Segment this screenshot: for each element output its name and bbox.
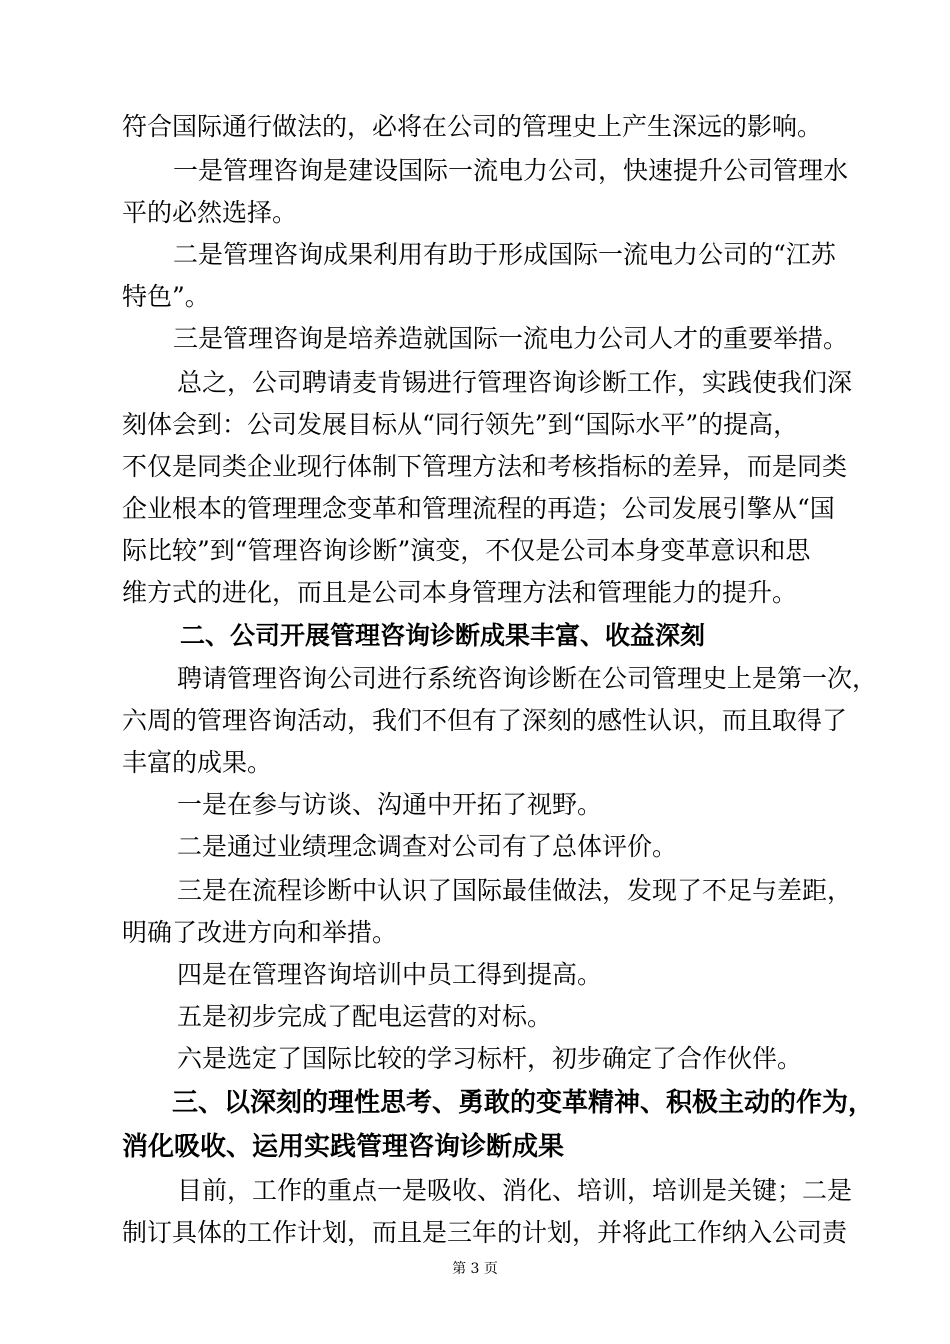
body-line: 制订具体的工作计划，而且是三年的计划，并将此工作纳入公司责 [122,1218,848,1247]
body-line: 一是管理咨询是建设国际一流电力公司，快速提升公司管理水 [173,156,849,185]
body-line: 企业根本的管理理念变革和管理流程的再造；公司发展引擎从“国 [122,494,835,523]
body-line: 特色”。 [122,282,210,311]
body-line: 三是在流程诊断中认识了国际最佳做法，发现了不足与差距， [177,876,853,905]
body-line: 一是在参与访谈、沟通中开拓了视野。 [177,790,603,819]
body-line: 二是通过业绩理念调查对公司有了总体评价。 [177,832,678,861]
body-line: 总之，公司聘请麦肯锡进行管理咨询诊断工作，实践使我们深 [177,368,853,397]
body-line: 丰富的成果。 [122,748,273,777]
section-heading: 三、以深刻的理性思考、勇敢的变革精神、积极主动的作为， [172,1088,875,1118]
body-line: 三是管理咨询是培养造就国际一流电力公司人才的重要举措。 [173,324,849,353]
body-line: 刻体会到：公司发展目标从“同行领先”到“国际水平”的提高， [122,410,799,439]
body-line: 二是管理咨询成果利用有助于形成国际一流电力公司的“江苏 [173,240,836,269]
section-heading: 二、公司开展管理咨询诊断成果丰富、收益深刻 [180,621,706,650]
body-line: 际比较”到“管理咨询诊断”演变，不仅是公司本身变革意识和思 [122,536,811,565]
body-line: 六是选定了国际比较的学习标杆，初步确定了合作伙伴。 [177,1044,803,1073]
body-line: 维方式的进化，而且是公司本身管理方法和管理能力的提升。 [122,578,798,607]
section-heading: 消化吸收、运用实践管理咨询诊断成果 [122,1132,565,1162]
body-line: 五是初步完成了配电运营的对标。 [177,1002,553,1031]
body-line: 明确了改进方向和举措。 [122,918,398,947]
body-line: 不仅是同类企业现行体制下管理方法和考核指标的差异，而是同类 [122,452,848,481]
body-line: 符合国际通行做法的，必将在公司的管理史上产生深远的影响。 [122,112,823,141]
body-line: 聘请管理咨询公司进行系统咨询诊断在公司管理史上是第一次， [177,664,878,693]
body-line: 六周的管理咨询活动，我们不但有了深刻的感性认识，而且取得了 [122,706,848,735]
body-line: 四是在管理咨询培训中员工得到提高。 [177,960,603,989]
body-line: 目前，工作的重点一是吸收、消化、培训，培训是关键；二是 [177,1176,853,1205]
page-number: 第 3 页 [452,1261,498,1277]
body-line: 平的必然选择。 [122,198,298,227]
